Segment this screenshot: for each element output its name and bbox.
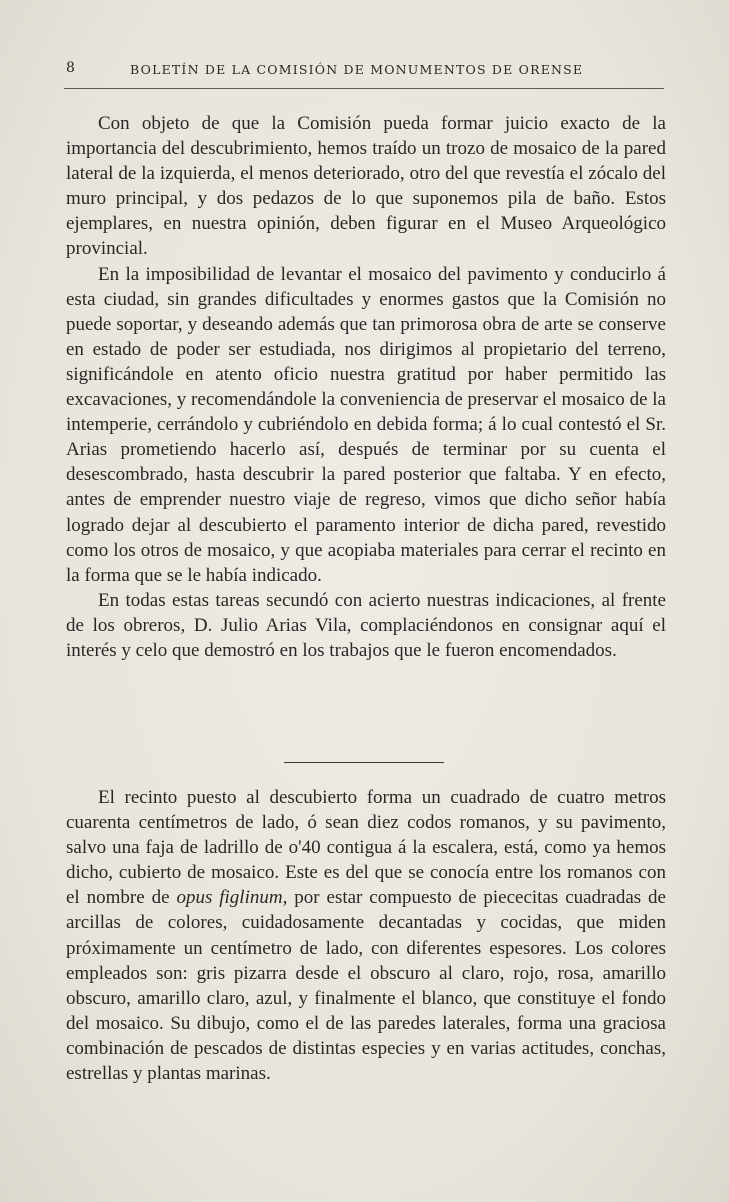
paragraph-4	[66, 785, 666, 1086]
paragraph-2: En la imposibilidad de levantar el mosaico del pavimento y conducirlo á esta ciudad, sin grandes dificultades y enormes gastos que la Comisión no puede soportar, y deseando además que tan primorosa obra de arte se conserve en estado de poder ser estudiada, nos dirigimos al propietario del terreno, significándole en atento oficio nuestra gratitud por haber permitido las excavaciones, y recomendándole la conveniencia de preservar el mosaico de la intemperie, cerrándolo y cubriéndolo en debida forma; á lo cual contestó el Sr. Arias prometiendo hacerlo así, después de terminar por su cuenta el desescombrado, hasta descubrir la pared posterior que faltaba. Y en efecto, antes de emprender nuestro viaje de regreso, vimos que dicho señor había logrado dejar al descubierto el paramento interior de dicha pared, revestido como los otros de mosaico, y que acopiaba materiales para cerrar el recinto en la forma que se le había indicado.	[66, 263, 666, 586]
page-header	[66, 60, 666, 80]
paragraph-4-start: El recinto puesto al descubierto forma un cuadrado de cuatro metros cuarenta centímetros de lado, ó sean diez codos romanos, y su pavimento, salvo una faja de ladrillo de o'40 contigua á la escalera, está, como ya hemos dicho, cubierto de mosaico. Este es del que se conocía entre los romanos con el nombre de	[66, 787, 666, 909]
paragraph-3: En todas estas tareas secundó con acierto nuestras indicaciones, al frente de los obreros, D. Julio Arias Vila, complaciéndonos en consignar aquí el interés y celo que demostró en los trabajos que le fueron encomendados.	[66, 589, 666, 661]
text-section-1	[66, 111, 666, 663]
header-rule	[64, 88, 664, 89]
latin-term: opus figlinum,	[176, 887, 288, 909]
text-section-2	[66, 785, 666, 1086]
running-title: BOLETÍN DE LA COMISIÓN DE MONUMENTOS DE ORENSE	[130, 62, 584, 77]
page-number: 8	[66, 60, 75, 76]
paragraph-1: Con objeto de que la Comisión pueda formar juicio exacto de la importancia del descubrimiento, hemos traído un trozo de mosaico de la pared lateral de la izquierda, el menos deteriorado, otro del que revestía el zócalo del muro principal, y dos pedazos de lo que suponemos pila de baño. Estos ejemplares, en nuestra opinión, deben figurar en el Museo Arqueológico provincial.	[66, 113, 666, 260]
paragraph-4-end: por estar compuesto de piececitas cuadradas de arcillas de colores, cuidadosamente decantadas y cocidas, que miden próximamente un centímetro de lado, con diferentes espesores. Los colores empleados son: gris pizarra desde el obscuro al claro, rojo, rosa, amarillo obscuro, amarillo claro, azul, y finalmente el blanco, que constituye el fondo del mosaico. Su dibujo, como el de las paredes laterales, forma una graciosa combinación de pescados de distintas especies y en varias actitudes, conchas, estrellas y plantas marinas.	[66, 887, 666, 1085]
section-divider	[284, 762, 444, 763]
